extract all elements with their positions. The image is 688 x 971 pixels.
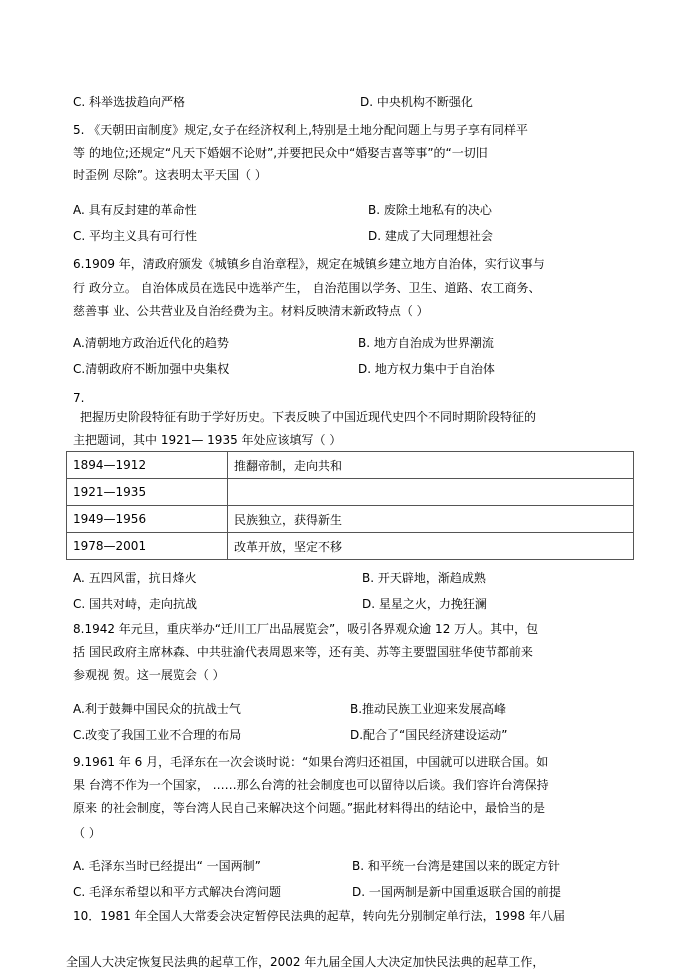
feature-cell-blank — [228, 479, 634, 506]
q5-option-d[interactable]: D. 建成了大同理想社会 — [368, 229, 493, 243]
q9-option-c[interactable]: C. 毛泽东希望以和平方式解决台湾问题 — [73, 885, 282, 899]
q8-option-a[interactable]: A.利于鼓舞中国民众的抗战士气 — [73, 702, 241, 716]
q6-option-c[interactable]: C.清朝政府不断加强中央集权 — [73, 362, 230, 376]
q9-option-a[interactable]: A. 毛泽东当时已经提出“ 一国两制” — [73, 859, 261, 873]
q6-option-a[interactable]: A.清朝地方政治近代化的趋势 — [73, 336, 229, 350]
feature-cell: 改革开放，坚定不移 — [228, 533, 634, 560]
period-cell: 1978—2001 — [67, 533, 228, 560]
q7-stem-line-1: 把握历史阶段特征有助于学好历史。下表反映了中国近现代史四个不同时期阶段特征的 — [80, 410, 537, 424]
q9-stem-line-3: 原来 的社会制度，等台湾人民自己来解决这个问题。”据此材料得出的结论中，最恰当的是 — [73, 801, 546, 815]
q7-option-a[interactable]: A. 五四风雷，抗日烽火 — [73, 571, 197, 585]
period-cell: 1921—1935 — [67, 479, 228, 506]
q8-stem-line-2: 括 国民政府主席林森、中共驻渝代表周恩来等，还有美、苏等主要盟国驻华使节都前来 — [73, 645, 533, 659]
period-feature-table — [66, 451, 634, 560]
q6-stem-line-1: 6.1909 年，清政府颁发《城镇乡自治章程》，规定在城镇乡建立地方自治体，实行议事与 — [73, 257, 545, 271]
q7-number: 7. — [73, 391, 85, 405]
feature-cell: 推翻帝制，走向共和 — [228, 452, 634, 479]
q5-option-a[interactable]: A. 具有反封建的革命性 — [73, 203, 197, 217]
q6-stem-line-2: 行 政分立。 自治体成员在选民中选举产生， 自治范围以学务、卫生、道路、农工商务、 — [73, 281, 541, 295]
q4-option-d[interactable]: D. 中央机构不断强化 — [360, 95, 473, 109]
period-cell: 1894—1912 — [67, 452, 228, 479]
q9-option-d[interactable]: D. 一国两制是新中国重返联合国的前提 — [352, 885, 561, 899]
q10-stem-line-1: 10．1981 年全国人大常委会决定暂停民法典的起草，转向先分别制定单行法，1998 年八届 — [73, 909, 565, 923]
table-row — [67, 452, 634, 479]
q7-option-c[interactable]: C. 国共对峙，走向抗战 — [73, 597, 198, 611]
q6-option-b[interactable]: B. 地方自治成为世界潮流 — [358, 336, 494, 350]
q8-option-b[interactable]: B.推动民族工业迎来发展高峰 — [350, 702, 507, 716]
q9-stem-line-1: 9.1961 年 6 月，毛泽东在一次会谈时说：“如果台湾归还祖国，中国就可以进联合国。如 — [73, 755, 549, 769]
q5-stem-line-2: 等 的地位;还规定“凡天下婚姻不论财”,并要把民众中“婚娶吉喜等事”的“一切旧 — [73, 146, 488, 160]
q7-option-b[interactable]: B. 开天辟地，渐趋成熟 — [362, 571, 486, 585]
q6-option-d[interactable]: D. 地方权力集中于自治体 — [358, 362, 495, 376]
q9-option-b[interactable]: B. 和平统一台湾是建国以来的既定方针 — [352, 859, 560, 873]
q5-stem-line-1: 5. 《天朝田亩制度》规定,女子在经济权利上,特别是土地分配问题上与男子享有同样平 — [73, 123, 528, 137]
q9-stem-line-4: （ ） — [73, 826, 101, 840]
q7-stem-line-2: 主把题词，其中 1921— 1935 年处应该填写（ ） — [73, 433, 342, 447]
q5-option-c[interactable]: C. 平均主义具有可行性 — [73, 229, 198, 243]
q8-stem-line-1: 8.1942 年元旦，重庆举办“迁川工厂出品展览会”，吸引各界观众逾 12 万人。其中，包 — [73, 622, 539, 636]
q4-option-c[interactable]: C. 科举选拔趋向严格 — [73, 95, 186, 109]
table-row — [67, 506, 634, 533]
q9-stem-line-2: 果 台湾不作为一个国家， ……那么台湾的社会制度也可以留待以后谈。我们容许台湾保持 — [73, 778, 549, 792]
q6-stem-line-3: 慈善事 业、公共营业及自治经费为主。材料反映清末新政特点（ ） — [73, 304, 429, 318]
feature-cell: 民族独立，获得新生 — [228, 506, 634, 533]
q8-stem-line-3: 参观视 贺。这一展览会（ ） — [73, 668, 225, 682]
table-row — [67, 533, 634, 560]
q8-option-d[interactable]: D.配合了“国民经济建设运动” — [350, 728, 508, 742]
q5-stem-line-3: 时歪例 尽除”。这表明太平天国（ ） — [73, 168, 267, 182]
table-row — [67, 479, 634, 506]
q5-option-b[interactable]: B. 废除土地私有的决心 — [368, 203, 492, 217]
q8-option-c[interactable]: C.改变了我国工业不合理的布局 — [73, 728, 242, 742]
q7-option-d[interactable]: D. 星星之火，力挽狂澜 — [362, 597, 487, 611]
q10-stem-line-2: 全国人大决定恢复民法典的起草工作，2002 年九届全国人大决定加快民法典的起草工作， — [66, 955, 545, 969]
period-cell: 1949—1956 — [67, 506, 228, 533]
